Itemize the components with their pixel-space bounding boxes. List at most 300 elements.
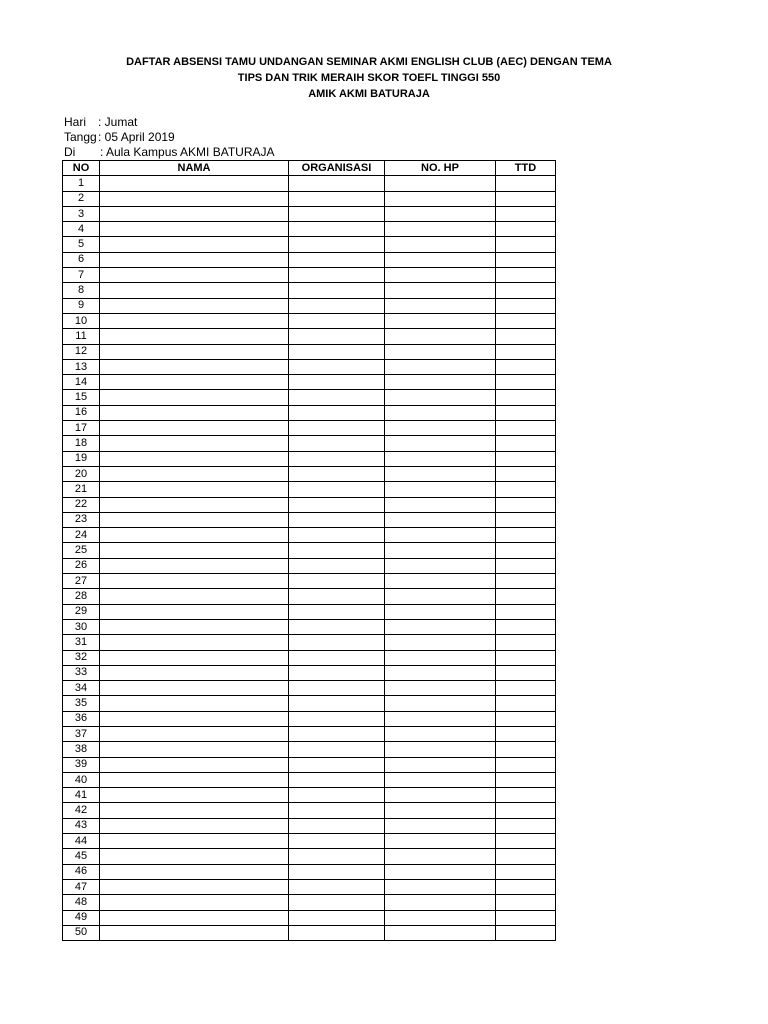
ttd-cell[interactable] <box>496 864 556 879</box>
table-row <box>63 895 556 910</box>
ttd-cell[interactable] <box>496 818 556 833</box>
no-hp-cell[interactable] <box>385 742 496 757</box>
organisasi-cell[interactable] <box>289 589 385 604</box>
ttd-cell[interactable] <box>496 742 556 757</box>
nama-cell[interactable] <box>100 237 289 252</box>
ttd-cell[interactable] <box>496 252 556 267</box>
no-hp-cell[interactable] <box>385 359 496 374</box>
organisasi-cell[interactable] <box>289 742 385 757</box>
nama-cell[interactable] <box>100 834 289 849</box>
organisasi-cell[interactable] <box>289 574 385 589</box>
no-hp-cell[interactable] <box>385 466 496 481</box>
ttd-cell[interactable] <box>496 359 556 374</box>
organisasi-cell[interactable] <box>289 619 385 634</box>
no-hp-cell[interactable] <box>385 329 496 344</box>
ttd-cell[interactable] <box>496 849 556 864</box>
ttd-cell[interactable] <box>496 772 556 787</box>
table-row <box>63 879 556 894</box>
table-row <box>63 619 556 634</box>
nama-cell[interactable] <box>100 635 289 650</box>
organisasi-cell[interactable] <box>289 191 385 206</box>
table-body <box>63 176 556 941</box>
row-number: 10 <box>63 313 100 328</box>
nama-cell[interactable] <box>100 268 289 283</box>
ttd-cell[interactable] <box>496 788 556 803</box>
nama-cell[interactable] <box>100 497 289 512</box>
nama-cell[interactable] <box>100 574 289 589</box>
organisasi-cell[interactable] <box>289 604 385 619</box>
table-row <box>63 191 556 206</box>
organisasi-cell[interactable] <box>289 849 385 864</box>
row-number: 5 <box>63 237 100 252</box>
no-hp-cell[interactable] <box>385 222 496 237</box>
no-hp-cell[interactable] <box>385 436 496 451</box>
organisasi-cell[interactable] <box>289 543 385 558</box>
nama-cell[interactable] <box>100 298 289 313</box>
table-header-row <box>63 161 556 176</box>
no-hp-cell[interactable] <box>385 849 496 864</box>
ttd-cell[interactable] <box>496 726 556 741</box>
no-hp-cell[interactable] <box>385 176 496 191</box>
row-number: 49 <box>63 910 100 925</box>
row-number: 32 <box>63 650 100 665</box>
nama-cell[interactable] <box>100 329 289 344</box>
ttd-cell[interactable] <box>496 298 556 313</box>
table-row <box>63 772 556 787</box>
no-hp-cell[interactable] <box>385 512 496 527</box>
ttd-cell[interactable] <box>496 925 556 940</box>
no-hp-cell[interactable] <box>385 574 496 589</box>
ttd-cell[interactable] <box>496 206 556 221</box>
ttd-cell[interactable] <box>496 635 556 650</box>
organisasi-cell[interactable] <box>289 726 385 741</box>
nama-cell[interactable] <box>100 451 289 466</box>
organisasi-cell[interactable] <box>289 421 385 436</box>
row-number: 26 <box>63 558 100 573</box>
nama-cell[interactable] <box>100 726 289 741</box>
ttd-cell[interactable] <box>496 421 556 436</box>
no-hp-cell[interactable] <box>385 482 496 497</box>
nama-cell[interactable] <box>100 757 289 772</box>
nama-cell[interactable] <box>100 803 289 818</box>
ttd-cell[interactable] <box>496 313 556 328</box>
nama-cell[interactable] <box>100 696 289 711</box>
table-row <box>63 421 556 436</box>
organisasi-cell[interactable] <box>289 375 385 390</box>
row-number: 43 <box>63 818 100 833</box>
row-number: 50 <box>63 925 100 940</box>
nama-cell[interactable] <box>100 390 289 405</box>
no-hp-cell[interactable] <box>385 665 496 680</box>
ttd-cell[interactable] <box>496 176 556 191</box>
table-row <box>63 252 556 267</box>
ttd-cell[interactable] <box>496 436 556 451</box>
row-number: 37 <box>63 726 100 741</box>
row-number: 31 <box>63 635 100 650</box>
row-number: 16 <box>63 405 100 420</box>
ttd-cell[interactable] <box>496 405 556 420</box>
organisasi-cell[interactable] <box>289 895 385 910</box>
organisasi-cell[interactable] <box>289 497 385 512</box>
no-hp-cell[interactable] <box>385 528 496 543</box>
table-row <box>63 665 556 680</box>
nama-cell[interactable] <box>100 176 289 191</box>
row-number: 30 <box>63 619 100 634</box>
no-hp-cell[interactable] <box>385 711 496 726</box>
organisasi-cell[interactable] <box>289 206 385 221</box>
organisasi-cell[interactable] <box>289 451 385 466</box>
table-row <box>63 222 556 237</box>
no-hp-cell[interactable] <box>385 421 496 436</box>
table-row <box>63 512 556 527</box>
table-row <box>63 436 556 451</box>
no-hp-cell[interactable] <box>385 268 496 283</box>
organisasi-cell[interactable] <box>289 818 385 833</box>
organisasi-cell[interactable] <box>289 512 385 527</box>
nama-cell[interactable] <box>100 512 289 527</box>
table-row <box>63 268 556 283</box>
nama-cell[interactable] <box>100 252 289 267</box>
row-number: 42 <box>63 803 100 818</box>
title-line-3: AMIK AKMI BATURAJA <box>308 88 430 100</box>
no-hp-cell[interactable] <box>385 772 496 787</box>
no-hp-cell[interactable] <box>385 313 496 328</box>
organisasi-cell[interactable] <box>289 436 385 451</box>
info-hari <box>64 115 137 130</box>
organisasi-cell[interactable] <box>289 834 385 849</box>
ttd-cell[interactable] <box>496 268 556 283</box>
table-row <box>63 849 556 864</box>
no-hp-cell[interactable] <box>385 788 496 803</box>
table-row <box>63 405 556 420</box>
no-hp-cell[interactable] <box>385 191 496 206</box>
no-hp-cell[interactable] <box>385 681 496 696</box>
nama-cell[interactable] <box>100 604 289 619</box>
ttd-cell[interactable] <box>496 528 556 543</box>
table-row <box>63 681 556 696</box>
row-number: 41 <box>63 788 100 803</box>
organisasi-cell[interactable] <box>289 344 385 359</box>
nama-cell[interactable] <box>100 742 289 757</box>
nama-cell[interactable] <box>100 879 289 894</box>
ttd-cell[interactable] <box>496 589 556 604</box>
nama-cell[interactable] <box>100 466 289 481</box>
no-hp-cell[interactable] <box>385 206 496 221</box>
nama-cell[interactable] <box>100 421 289 436</box>
ttd-cell[interactable] <box>496 803 556 818</box>
no-hp-cell[interactable] <box>385 834 496 849</box>
row-number: 33 <box>63 665 100 680</box>
header-organisasi: ORGANISASI <box>289 161 385 176</box>
table-row <box>63 329 556 344</box>
ttd-cell[interactable] <box>496 558 556 573</box>
organisasi-cell[interactable] <box>289 864 385 879</box>
row-number: 39 <box>63 757 100 772</box>
ttd-cell[interactable] <box>496 222 556 237</box>
tanggal-label: Tangg <box>64 130 97 144</box>
nama-cell[interactable] <box>100 359 289 374</box>
info-tanggal <box>64 130 175 145</box>
row-number: 47 <box>63 879 100 894</box>
table-row <box>63 604 556 619</box>
ttd-cell[interactable] <box>496 512 556 527</box>
organisasi-cell[interactable] <box>289 390 385 405</box>
ttd-cell[interactable] <box>496 895 556 910</box>
organisasi-cell[interactable] <box>289 711 385 726</box>
ttd-cell[interactable] <box>496 910 556 925</box>
row-number: 40 <box>63 772 100 787</box>
nama-cell[interactable] <box>100 191 289 206</box>
organisasi-cell[interactable] <box>289 482 385 497</box>
row-number: 20 <box>63 466 100 481</box>
nama-cell[interactable] <box>100 665 289 680</box>
no-hp-cell[interactable] <box>385 390 496 405</box>
organisasi-cell[interactable] <box>289 176 385 191</box>
organisasi-cell[interactable] <box>289 283 385 298</box>
organisasi-cell[interactable] <box>289 757 385 772</box>
organisasi-cell[interactable] <box>289 313 385 328</box>
row-number: 25 <box>63 543 100 558</box>
ttd-cell[interactable] <box>496 375 556 390</box>
no-hp-cell[interactable] <box>385 619 496 634</box>
table-row <box>63 788 556 803</box>
organisasi-cell[interactable] <box>289 788 385 803</box>
organisasi-cell[interactable] <box>289 635 385 650</box>
no-hp-cell[interactable] <box>385 298 496 313</box>
organisasi-cell[interactable] <box>289 222 385 237</box>
organisasi-cell[interactable] <box>289 298 385 313</box>
row-number: 24 <box>63 528 100 543</box>
no-hp-cell[interactable] <box>385 283 496 298</box>
organisasi-cell[interactable] <box>289 696 385 711</box>
organisasi-cell[interactable] <box>289 558 385 573</box>
title-line-2: TIPS DAN TRIK MERAIH SKOR TOEFL TINGGI 550 <box>237 72 501 84</box>
table-row <box>63 925 556 940</box>
table-row <box>63 375 556 390</box>
row-number: 36 <box>63 711 100 726</box>
no-hp-cell[interactable] <box>385 543 496 558</box>
row-number: 2 <box>63 191 100 206</box>
nama-cell[interactable] <box>100 206 289 221</box>
nama-cell[interactable] <box>100 375 289 390</box>
ttd-cell[interactable] <box>496 757 556 772</box>
no-hp-cell[interactable] <box>385 604 496 619</box>
ttd-cell[interactable] <box>496 711 556 726</box>
row-number: 1 <box>63 176 100 191</box>
no-hp-cell[interactable] <box>385 879 496 894</box>
nama-cell[interactable] <box>100 788 289 803</box>
ttd-cell[interactable] <box>496 497 556 512</box>
table-row <box>63 650 556 665</box>
table-row <box>63 834 556 849</box>
ttd-cell[interactable] <box>496 543 556 558</box>
table-row <box>63 283 556 298</box>
hari-value: : Jumat <box>98 115 138 129</box>
ttd-cell[interactable] <box>496 834 556 849</box>
table-row <box>63 176 556 191</box>
table-row <box>63 742 556 757</box>
ttd-cell[interactable] <box>496 696 556 711</box>
info-tempat <box>64 145 275 160</box>
nama-cell[interactable] <box>100 436 289 451</box>
nama-cell[interactable] <box>100 895 289 910</box>
row-number: 9 <box>63 298 100 313</box>
organisasi-cell[interactable] <box>289 359 385 374</box>
no-hp-cell[interactable] <box>385 818 496 833</box>
row-number: 23 <box>63 512 100 527</box>
table-row <box>63 451 556 466</box>
nama-cell[interactable] <box>100 283 289 298</box>
ttd-cell[interactable] <box>496 619 556 634</box>
table-row <box>63 757 556 772</box>
ttd-cell[interactable] <box>496 283 556 298</box>
table-row <box>63 635 556 650</box>
table-row <box>63 574 556 589</box>
ttd-cell[interactable] <box>496 329 556 344</box>
title-line-1: DAFTAR ABSENSI TAMU UNDANGAN SEMINAR AKMI ENGLISH CLUB (AEC) DENGAN TEMA <box>126 56 612 68</box>
organisasi-cell[interactable] <box>289 772 385 787</box>
table-row <box>63 711 556 726</box>
no-hp-cell[interactable] <box>385 375 496 390</box>
ttd-cell[interactable] <box>496 650 556 665</box>
table-row <box>63 589 556 604</box>
row-number: 14 <box>63 375 100 390</box>
nama-cell[interactable] <box>100 849 289 864</box>
table-row <box>63 726 556 741</box>
document-title <box>0 54 738 102</box>
row-number: 29 <box>63 604 100 619</box>
no-hp-cell[interactable] <box>385 589 496 604</box>
row-number: 11 <box>63 329 100 344</box>
ttd-cell[interactable] <box>496 237 556 252</box>
hari-label: Hari <box>64 115 87 129</box>
ttd-cell[interactable] <box>496 390 556 405</box>
nama-cell[interactable] <box>100 405 289 420</box>
no-hp-cell[interactable] <box>385 895 496 910</box>
row-number: 15 <box>63 390 100 405</box>
nama-cell[interactable] <box>100 313 289 328</box>
organisasi-cell[interactable] <box>289 252 385 267</box>
table-row <box>63 864 556 879</box>
nama-cell[interactable] <box>100 711 289 726</box>
header-ttd: TTD <box>496 161 556 176</box>
nama-cell[interactable] <box>100 589 289 604</box>
no-hp-cell[interactable] <box>385 451 496 466</box>
row-number: 8 <box>63 283 100 298</box>
ttd-cell[interactable] <box>496 451 556 466</box>
nama-cell[interactable] <box>100 818 289 833</box>
ttd-cell[interactable] <box>496 879 556 894</box>
organisasi-cell[interactable] <box>289 528 385 543</box>
organisasi-cell[interactable] <box>289 268 385 283</box>
nama-cell[interactable] <box>100 864 289 879</box>
table-row <box>63 696 556 711</box>
nama-cell[interactable] <box>100 558 289 573</box>
table-row <box>63 390 556 405</box>
ttd-cell[interactable] <box>496 681 556 696</box>
row-number: 3 <box>63 206 100 221</box>
tempat-label: Di <box>64 145 76 159</box>
table-row <box>63 298 556 313</box>
nama-cell[interactable] <box>100 543 289 558</box>
no-hp-cell[interactable] <box>385 925 496 940</box>
row-number: 13 <box>63 359 100 374</box>
row-number: 48 <box>63 895 100 910</box>
organisasi-cell[interactable] <box>289 681 385 696</box>
no-hp-cell[interactable] <box>385 910 496 925</box>
no-hp-cell[interactable] <box>385 757 496 772</box>
nama-cell[interactable] <box>100 528 289 543</box>
table-row <box>63 818 556 833</box>
organisasi-cell[interactable] <box>289 803 385 818</box>
no-hp-cell[interactable] <box>385 726 496 741</box>
row-number: 21 <box>63 482 100 497</box>
row-number: 6 <box>63 252 100 267</box>
header-no-hp: NO. HP <box>385 161 496 176</box>
row-number: 35 <box>63 696 100 711</box>
table-row <box>63 558 556 573</box>
ttd-cell[interactable] <box>496 482 556 497</box>
no-hp-cell[interactable] <box>385 864 496 879</box>
organisasi-cell[interactable] <box>289 879 385 894</box>
nama-cell[interactable] <box>100 925 289 940</box>
table-row <box>63 803 556 818</box>
no-hp-cell[interactable] <box>385 558 496 573</box>
organisasi-cell[interactable] <box>289 650 385 665</box>
row-number: 17 <box>63 421 100 436</box>
ttd-cell[interactable] <box>496 665 556 680</box>
table-row <box>63 543 556 558</box>
organisasi-cell[interactable] <box>289 925 385 940</box>
organisasi-cell[interactable] <box>289 329 385 344</box>
row-number: 27 <box>63 574 100 589</box>
nama-cell[interactable] <box>100 482 289 497</box>
organisasi-cell[interactable] <box>289 665 385 680</box>
organisasi-cell[interactable] <box>289 237 385 252</box>
no-hp-cell[interactable] <box>385 696 496 711</box>
nama-cell[interactable] <box>100 222 289 237</box>
organisasi-cell[interactable] <box>289 910 385 925</box>
no-hp-cell[interactable] <box>385 344 496 359</box>
nama-cell[interactable] <box>100 619 289 634</box>
ttd-cell[interactable] <box>496 466 556 481</box>
ttd-cell[interactable] <box>496 604 556 619</box>
no-hp-cell[interactable] <box>385 405 496 420</box>
no-hp-cell[interactable] <box>385 252 496 267</box>
no-hp-cell[interactable] <box>385 497 496 512</box>
ttd-cell[interactable] <box>496 344 556 359</box>
nama-cell[interactable] <box>100 344 289 359</box>
no-hp-cell[interactable] <box>385 803 496 818</box>
organisasi-cell[interactable] <box>289 405 385 420</box>
ttd-cell[interactable] <box>496 574 556 589</box>
row-number: 28 <box>63 589 100 604</box>
nama-cell[interactable] <box>100 681 289 696</box>
no-hp-cell[interactable] <box>385 650 496 665</box>
nama-cell[interactable] <box>100 650 289 665</box>
no-hp-cell[interactable] <box>385 635 496 650</box>
organisasi-cell[interactable] <box>289 466 385 481</box>
table-row <box>63 344 556 359</box>
table-row <box>63 206 556 221</box>
table-row <box>63 528 556 543</box>
nama-cell[interactable] <box>100 910 289 925</box>
no-hp-cell[interactable] <box>385 237 496 252</box>
row-number: 4 <box>63 222 100 237</box>
nama-cell[interactable] <box>100 772 289 787</box>
header-no: NO <box>63 161 100 176</box>
ttd-cell[interactable] <box>496 191 556 206</box>
